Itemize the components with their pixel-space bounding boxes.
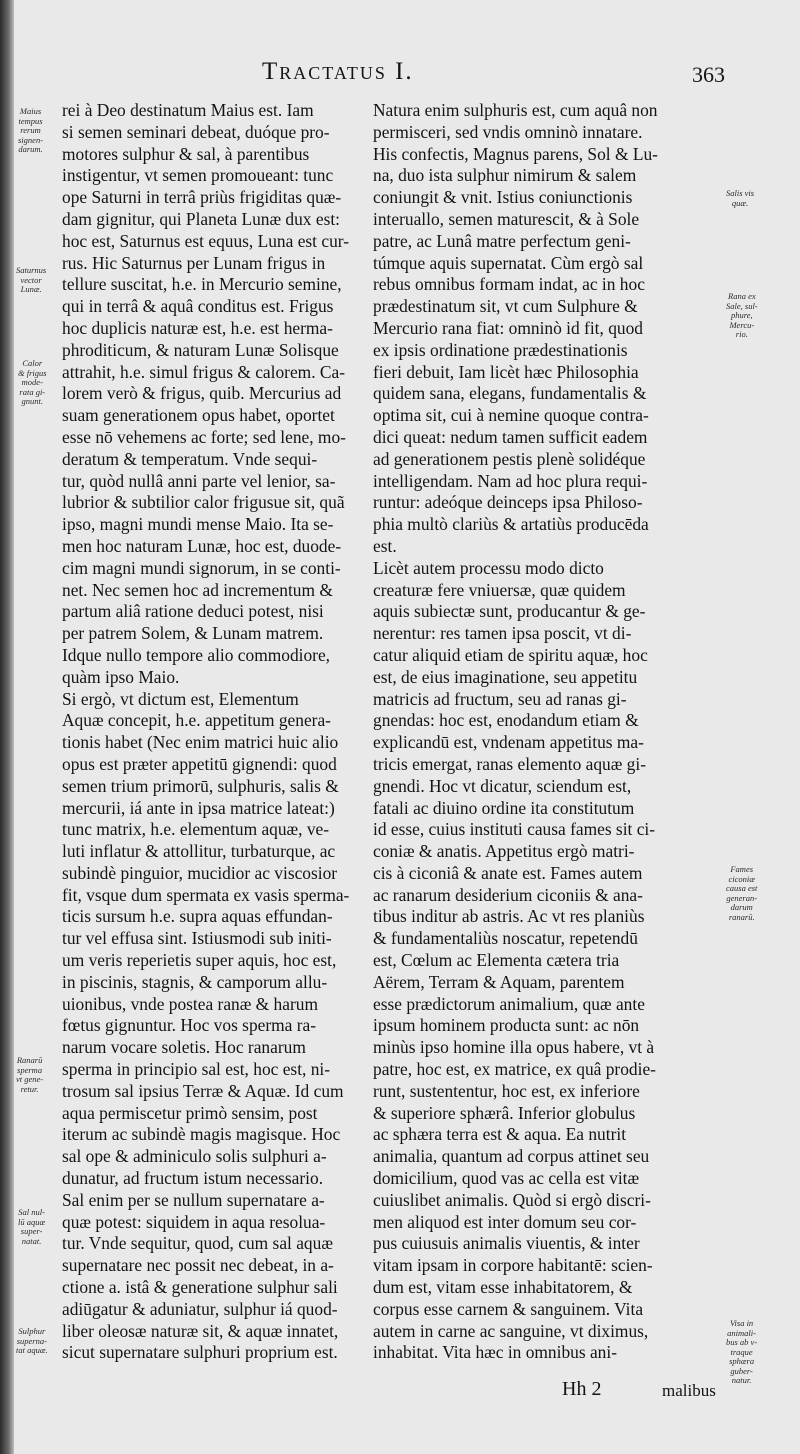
text-line: fit, vsque dum spermata ex vasis sperma- — [62, 884, 350, 905]
text-line: Si ergò, vt dictum est, Elementum — [62, 688, 299, 709]
text-line: rebus omnibus formam indat, ac in hoc — [373, 274, 645, 295]
text-line: est, Cœlum ac Elementa cætera tria — [373, 950, 620, 971]
margin-note-visa — [726, 1319, 757, 1386]
margin-note-calor — [18, 359, 47, 407]
text-line: phroditicum, & naturam Lunæ Solisque — [62, 339, 339, 360]
margin-note-line: Mercu- — [729, 319, 755, 330]
text-line: optima sit, cui à nemine quoque contra- — [373, 405, 649, 426]
margin-note-line: Saturnus — [16, 265, 47, 275]
text-line: na, duo ista sulphur nimirum & salem — [373, 165, 637, 186]
margin-note-line: phure, — [731, 310, 753, 320]
text-line: net. Nec semen hoc ad incrementum & — [62, 579, 333, 600]
text-line: ctione a. istâ & generatione sulphur sali — [62, 1277, 338, 1298]
margin-note-line: darum — [730, 902, 753, 912]
text-line: luti inflatur & attollitur, turbaturque, ac — [62, 841, 336, 862]
margin-note-maius — [18, 107, 43, 155]
margin-note-saturnus — [16, 266, 46, 295]
text-line: runt, sustententur, hoc est, ex inferiore — [373, 1080, 640, 1101]
text-line: His confectis, Magnus parens, Sol & Lu- — [373, 143, 658, 164]
text-line: túmque aquis supernatat. Cùm ergò sal — [373, 252, 644, 273]
text-line: tur vel effusa sint. Istiusmodi sub initi- — [62, 928, 332, 949]
margin-note-fames — [726, 865, 757, 922]
margin-note-sal — [18, 1208, 45, 1246]
text-line: mercurii, iá ante in ipsa matrice lateat:) — [62, 797, 335, 818]
margin-note-line: sphæra — [729, 1356, 755, 1366]
text-line: quæ potest: siquidem in aqua resolua- — [62, 1211, 326, 1232]
text-line: matricis ad fructum, seu ad ranas gi- — [373, 688, 627, 709]
text-line: si semen seminari debeat, duóque pro- — [62, 121, 330, 142]
text-line: trosum sal ipsius Terræ & Aquæ. Id cum — [62, 1080, 344, 1101]
text-line: ope Saturni in terrâ priùs frigiditas quæ- — [62, 187, 342, 208]
margin-note-line: Sale, sul- — [726, 300, 758, 311]
text-line: fatali ac diuino ordine ita constitutum — [373, 797, 635, 818]
text-line: deratum & temperatum. Vnde sequi- — [62, 448, 318, 469]
text-line: patre, ac Lunâ matre perfectum geni- — [373, 230, 631, 251]
text-line: quàm ipso Maio. — [62, 666, 180, 687]
margin-note-line: ciconiæ — [728, 873, 755, 884]
text-line: adiūgatur & aduniatur, sulphur iá quod- — [62, 1298, 338, 1319]
margin-note-line: Rana ex — [728, 291, 756, 301]
text-line: ticis sursum h.e. supra aquas effundan- — [62, 906, 333, 927]
text-line: fœtus gignuntur. Hoc vos sperma ra- — [62, 1015, 317, 1036]
text-line: tricis emergat, ranas elemento aquæ gi- — [373, 753, 647, 774]
text-line: Aquæ concepit, h.e. appetitum genera- — [62, 710, 331, 731]
margin-note-rana — [726, 292, 758, 340]
margin-note-line: traque — [730, 1346, 753, 1357]
text-line: coniungit & vnit. Istius coniunctionis — [373, 187, 633, 208]
margin-note-line: Sulphur — [18, 1326, 46, 1336]
text-line: coniæ & anatis. Appetitus ergò matri- — [373, 841, 635, 862]
text-line: autem in carne ac sanguine, vt diximus, — [373, 1320, 649, 1341]
text-line: creaturæ fere vniuersæ, quæ quidem — [373, 579, 626, 600]
margin-note-line: natat. — [21, 1235, 42, 1246]
text-line: subindè pinguior, mucidior ac viscosior — [62, 862, 338, 883]
text-line: animalia, quantum ad corpus attinet seu — [373, 1146, 650, 1167]
text-line: gnendas: hoc est, enodandum etiam & — [373, 710, 639, 731]
text-line: Sal enim per se nullum supernatare a- — [62, 1189, 325, 1210]
margin-note-line: vector — [20, 274, 42, 285]
margin-note-line: Calor — [22, 358, 43, 368]
text-line: semen trium primorū, sulphuris, salis & — [62, 775, 339, 796]
margin-note-line: causa est — [726, 883, 758, 893]
text-line: catur aliquid etiam de spiritu aquæ, hoc — [373, 644, 648, 665]
text-line: lubrior & subtilior calor frigusue sit, quã — [62, 492, 345, 513]
margin-note-line: guber- — [730, 1365, 753, 1376]
text-line: hoc duplicis naturæ est, h.e. est herma- — [62, 317, 333, 338]
text-line: explicandū est, vndenam appetitus ma- — [373, 732, 644, 753]
text-line: men aliquod est inter domum seu cor- — [373, 1211, 637, 1232]
text-line: corpus esse carnem & sanguinem. Vita — [373, 1298, 644, 1319]
text-line: narum vocare soletis. Hoc ranarum — [62, 1037, 306, 1058]
text-line: ipso, magni mundi mense Maio. Ita se- — [62, 514, 334, 535]
margin-note-line: gnunt. — [21, 396, 44, 406]
text-line: tibus inditur ab astris. Ac vt res planiùs — [373, 906, 645, 927]
text-line: per patrem Solem, & Lunam matrem. — [62, 623, 324, 644]
text-line: uionibus, vnde postea ranæ & harum — [62, 993, 318, 1014]
text-line: partum aliâ ratione deduci potest, nisi — [62, 601, 324, 622]
text-line: vitam ipsam in corpore habitantē: scien- — [373, 1255, 653, 1276]
text-line: intelligendam. Nam ad hoc plura requi- — [373, 470, 648, 491]
text-line: gnendi. Hoc vt dicatur, sciendum est, — [373, 775, 632, 796]
text-line: ipsum hominem producta sunt: ac nōn — [373, 1015, 640, 1036]
text-line: nerentur: res tamen ipsa poscit, vt di- — [373, 623, 632, 644]
text-line: minùs ipso homine illa opus habere, vt à — [373, 1037, 655, 1058]
margin-note-line: super- — [20, 1226, 43, 1236]
margin-note-line: tat aquæ. — [16, 1345, 48, 1355]
margin-note-line: animali- — [727, 1327, 756, 1338]
margin-note-line: lū aquæ — [18, 1216, 46, 1227]
text-line: rei à Deo destinatum Maius est. Iam — [62, 100, 314, 120]
text-line: esse nō vehemens ac forte; sed lene, mo- — [62, 426, 346, 447]
text-line: domicilium, quod vas ac cella est vitæ — [373, 1168, 640, 1189]
margin-note-line: sperma — [17, 1064, 43, 1075]
text-line: ac sphæra terra est & aqua. Ea nutrit — [373, 1124, 627, 1145]
text-line: men hoc naturam Lunæ, hoc est, duode- — [62, 535, 342, 556]
text-line: ad generationem pestis plenè solidéque — [373, 448, 646, 469]
text-line: hoc est, Saturnus est equus, Luna est cur- — [62, 230, 350, 251]
margin-note-line: superna- — [16, 1335, 47, 1346]
margin-note-line: ranarū. — [728, 911, 755, 922]
text-line: dunatur, ad fructum istum necessario. — [62, 1168, 324, 1189]
text-line: runtur: adeóque deinceps ipsa Philoso- — [373, 492, 643, 513]
margin-note-line: Sal nul- — [18, 1207, 45, 1217]
text-line: est. — [373, 535, 397, 556]
text-line: cuiuslibet animalis. Quòd si ergò discri- — [373, 1189, 651, 1210]
text-line: & superiore sphærâ. Inferior globulus — [373, 1102, 636, 1123]
text-line: qui in terrâ & aquâ conditus est. Frigus — [62, 296, 334, 317]
text-line: Licèt autem processu modo dicto — [373, 557, 604, 578]
text-line: Mercurio rana fiat: omninò id fit, quod — [373, 317, 643, 338]
right-column — [373, 100, 719, 1364]
text-line: suam generationem opus habet, oportet — [62, 405, 335, 426]
text-line: aquis subiectæ sunt, producantur & ge- — [373, 601, 646, 622]
text-line: Idque nullo tempore alio commodiore, — [62, 644, 331, 665]
margin-note-line: bus ab v- — [726, 1337, 758, 1347]
text-line: dum est, vitam esse inhabitatorem, & — [373, 1277, 633, 1298]
margin-note-line: Lunæ. — [20, 284, 42, 294]
margin-note-line: rata gi- — [19, 386, 46, 397]
text-line: dici queat: nedum tamen sufficit eadem — [373, 426, 648, 447]
text-line: sperma in principio sal est, hoc est, ni- — [62, 1059, 331, 1080]
margin-note-line: rerum — [20, 125, 41, 135]
text-line: opus est præter appetitū gignendi: quod — [62, 753, 337, 774]
margin-note-line: signen- — [18, 134, 44, 145]
text-line: rus. Hic Saturnus per Lunam frigus in — [62, 252, 326, 273]
margin-note-line: Maius — [19, 106, 42, 116]
margin-note-line: mode- — [21, 377, 43, 387]
text-line: ex ipsis ordinatione prædestinationis — [373, 339, 628, 360]
margin-note-line: quæ. — [731, 197, 749, 208]
text-line: inhabitat. Vita hæc in omnibus ani- — [373, 1342, 618, 1363]
text-line: supernatare nec possit nec debeat, in a- — [62, 1255, 334, 1276]
text-line: attrahit, h.e. simul frigus & calorem. Ca- — [62, 361, 346, 382]
margin-note-line: rio. — [735, 329, 748, 339]
text-line: & fundamentaliùs noscatur, repetendū — [373, 928, 638, 949]
text-line: sal ope & adminiculo solis sulphuri a- — [62, 1146, 327, 1167]
margin-note-line: darum. — [18, 144, 43, 154]
margin-note-line: Visa in — [729, 1318, 754, 1328]
text-line: Aërem, Terram & Aquam, parentem — [373, 971, 625, 992]
text-line: iterum ac subindè magis magisque. Hoc — [62, 1124, 341, 1145]
page-number: 363 — [692, 62, 725, 87]
margin-note-line: generan- — [726, 892, 758, 903]
margin-note-ranarum — [16, 1056, 43, 1094]
text-line: interuallo, semen maturescit, & à Sole — [373, 208, 640, 229]
text-line: quidem sana, elegans, fundamentalis & — [373, 383, 647, 404]
text-line: id esse, cuius instituti causa fames sit ci- — [373, 819, 656, 840]
text-line: motores sulphur & sal, à parentibus — [62, 143, 310, 164]
margin-note-line: Salis vis — [726, 188, 755, 198]
catchword: malibus — [662, 1381, 716, 1400]
text-line: instigentur, vt semen promoueant: tunc — [62, 165, 334, 186]
text-line: cis à ciconiâ & anate est. Fames autem — [373, 862, 643, 883]
text-line: tur, quòd nullâ anni parte vel lenior, sa- — [62, 470, 336, 491]
text-line: cim magni mundi signorum, in se conti- — [62, 557, 341, 578]
left-column — [62, 100, 382, 1364]
margin-note-line: retur. — [20, 1083, 39, 1094]
running-title: Tractatus I. — [262, 58, 414, 85]
margin-note-line: tempus — [18, 115, 43, 126]
text-line: pus cuiusuis animalis viuentis, & inter — [373, 1233, 640, 1254]
text-line: tellure suscitat, h.e. in Mercurio semine, — [62, 274, 342, 295]
text-line: um veris reperietis super aquis, hoc est, — [62, 950, 337, 971]
text-line: liber oleosæ naturæ sit, & aquæ innatet, — [62, 1320, 339, 1341]
text-line: prædestinatum sit, vt cum Sulphure & — [373, 296, 638, 317]
margin-note-line: Fames — [730, 864, 754, 874]
signature-mark: Hh 2 — [562, 1378, 602, 1400]
margin-note-line: & frigus — [18, 367, 47, 378]
margin-note-line: vt gene- — [16, 1074, 44, 1084]
text-line: aqua permiscetur primò sensim, post — [62, 1102, 318, 1123]
text-line: Natura enim sulphuris est, cum aquâ non — [373, 100, 658, 120]
text-line: permisceri, sed vndis omninò innatare. — [373, 121, 643, 142]
text-line: in piscinis, stagnis, & camporum allu- — [62, 971, 328, 992]
margin-note-line: Ranarū — [16, 1055, 43, 1065]
text-line: phia multò clariùs & artatiùs producēda — [373, 514, 649, 535]
text-line: sicut supernatare sulphuri proprium est. — [62, 1342, 338, 1363]
text-line: lorem verò & frigus, quib. Mercurius ad — [62, 383, 342, 404]
margin-note-line: natur. — [731, 1375, 752, 1385]
text-line: ac ranarum desiderium ciconiis & ana- — [373, 884, 643, 905]
text-line: fieri debuit, Iam licèt hæc Philosophia — [373, 361, 639, 382]
text-line: tunc matrix, h.e. elementum aquæ, ve- — [62, 819, 330, 840]
text-line: esse prædictorum animalium, quæ ante — [373, 993, 645, 1014]
margin-note-salis — [726, 189, 754, 208]
text-line: tionis habet (Nec enim matrici huic alio — [62, 732, 339, 753]
text-line: patre, hoc est, ex matrice, ex quâ prodie- — [373, 1059, 656, 1080]
text-line: dam gignitur, qui Planeta Lunæ dux est: — [62, 208, 341, 229]
margin-note-sulphur — [16, 1327, 48, 1356]
text-line: est, de eius imaginatione, seu appetitu — [373, 666, 638, 687]
text-line: tur. Vnde sequitur, quod, cum sal aquæ — [62, 1233, 333, 1254]
